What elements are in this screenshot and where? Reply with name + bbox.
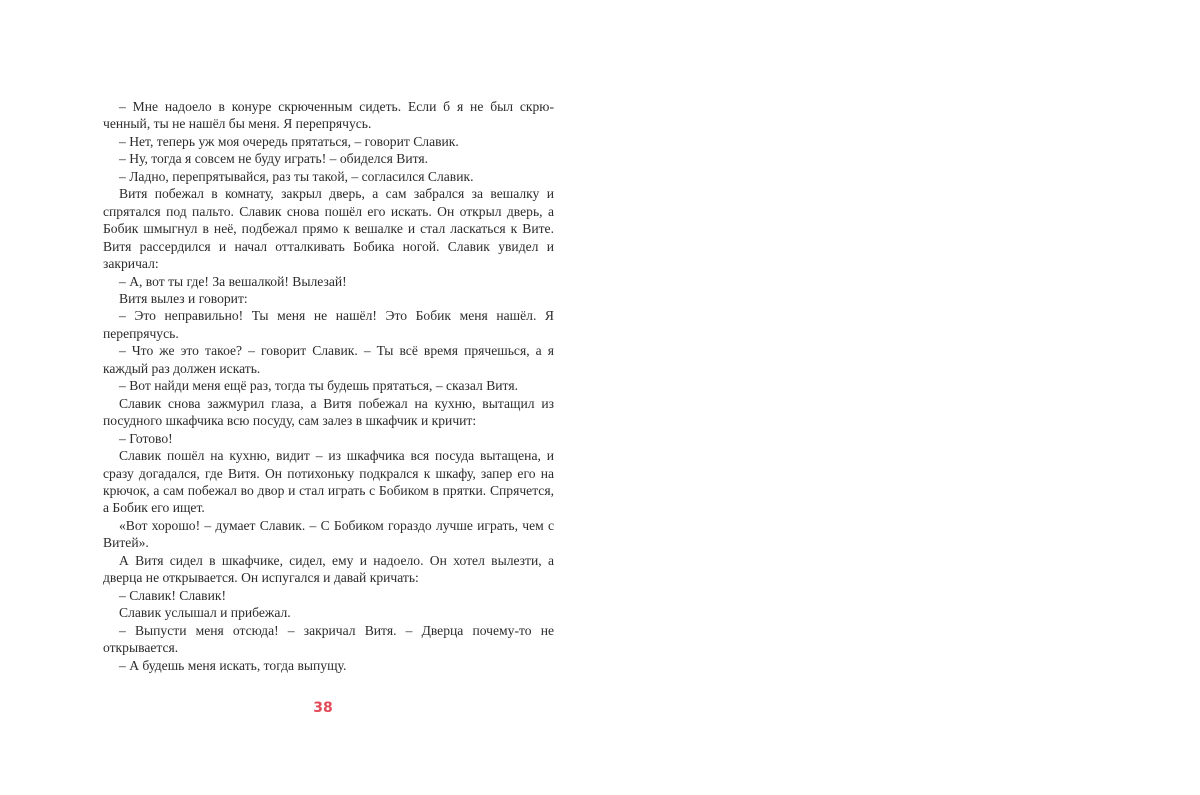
paragraph: – Ладно, перепрятывайся, раз ты такой, – согласился Славик.	[119, 168, 474, 184]
paragraph: – Ну, тогда я совсем не буду играть! – обиделся Витя.	[119, 151, 429, 167]
paragraph: Витя побежал в комнату, закрыл дверь, а сам забрался за вешалку и спрятался под пальто. Славик снова пошёл его искать. Он открыл дверь, а Бобик шмыгнул в неё, подбежал прямо к вешалке и стал ласкаться к Вите. Витя рассердился и начал отталкивать Бобика ногой. Славик увидел и закричал:	[103, 186, 554, 272]
paragraph: – Нет, теперь уж моя очередь прятаться, – говорит Славик.	[119, 133, 459, 149]
paragraph: Славик снова зажмурил глаза, а Витя побежал на кухню, вытащил из посудного шкафчика всю посуду, сам залез в шкафчик и кричит:	[103, 395, 554, 429]
paragraph: – Мне надоело в конуре скрюченным сидеть. Если б я не был скрюченный, ты не нашёл бы меня. Я перепрячусь.	[103, 99, 554, 132]
paragraph: – Вот найди меня ещё раз, тогда ты будешь прятаться, – сказал Витя.	[119, 378, 518, 394]
paragraph: – Это неправильно! Ты меня не нашёл! Это Бобик меня нашёл. Я перепрячусь.	[103, 308, 554, 341]
paragraph: – Готово!	[119, 430, 173, 446]
paragraph: Витя вылез и говорит:	[119, 290, 248, 306]
paragraph: А Витя сидел в шкафчике, сидел, ему и надоело. Он хотел вылезти, а дверца не открывается. Он испугался и давай кричать:	[103, 552, 554, 586]
paragraph: – Выпусти меня отсюда! – закричал Витя. – Дверца почему-то не открывается.	[103, 622, 554, 656]
page-number: 38	[313, 700, 333, 716]
paragraph: – А, вот ты где! За вешалкой! Вылезай!	[119, 273, 347, 289]
paragraph: Славик пошёл на кухню, видит – из шкафчика вся посуда вытащена, и сразу догадался, где Витя. Он потихоньку подкрался к шкафу, запер его на крючок, а сам побежал во двор и стал играть с Бобиком в прятки. Спрячется, а Бобик его ищет.	[103, 448, 554, 516]
right-page	[600, 0, 1200, 795]
paragraph: – А будешь меня искать, тогда выпущу.	[119, 657, 347, 673]
story-text	[103, 98, 554, 674]
paragraph: – Что же это такое? – говорит Славик. – Ты всё время прячешься, а я каждый раз должен искать.	[103, 343, 554, 376]
paragraph: Славик услышал и прибежал.	[119, 605, 291, 621]
paragraph: «Вот хорошо! – думает Славик. – С Бобиком гораздо лучше играть, чем с Витей».	[103, 517, 554, 551]
paragraph: – Славик! Славик!	[119, 587, 227, 603]
